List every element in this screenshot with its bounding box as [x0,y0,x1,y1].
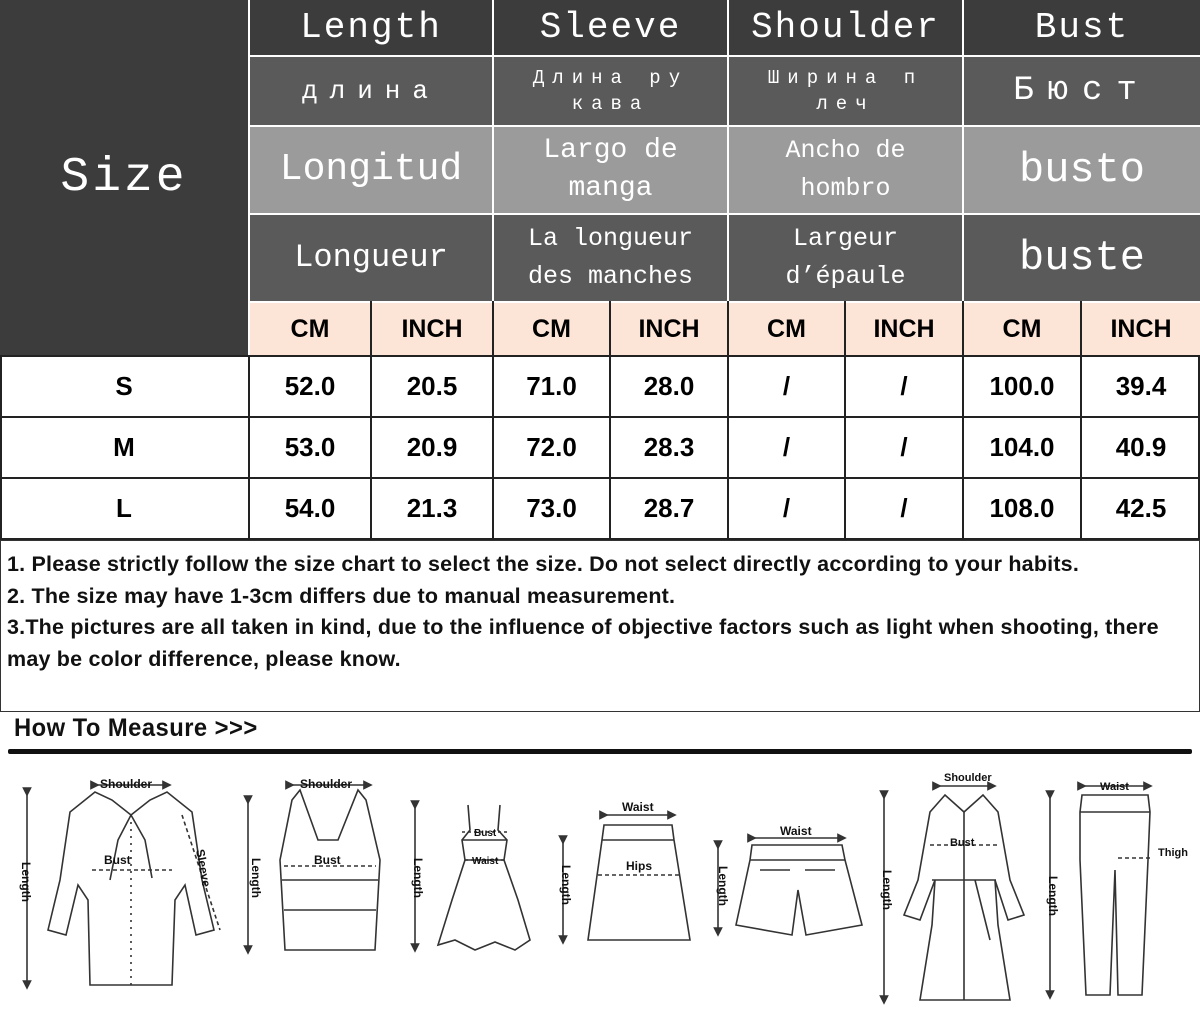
shoulder-header-fr [729,215,962,301]
length-header-fr: Longueur [250,215,492,301]
grid-line [0,477,1200,479]
sleeve-header-fr-line2: des manches [527,262,694,291]
size-label: L [0,479,248,538]
table-cell: / [729,479,844,538]
table-cell: 28.0 [611,357,727,416]
table-cell: 40.9 [1082,418,1200,477]
table-cell: / [729,357,844,416]
grid-line [962,301,964,540]
grid-line [1080,301,1082,540]
sleeve-header-fr-line1: La longueur [527,224,694,253]
label-length: Length [249,858,263,898]
label-length: Length [559,865,573,905]
grid-line [844,301,846,540]
table-cell: 20.9 [372,418,492,477]
bust-header-es: busto [964,127,1200,213]
table-cell: 28.3 [611,418,727,477]
table-cell: 100.0 [964,357,1080,416]
unit-header: CM [494,303,609,355]
sleeve-header-es-line2: manga [568,173,653,204]
grid-line [492,301,494,540]
shoulder-header-es [729,127,962,213]
label-waist: Waist [622,800,654,814]
table-cell: 108.0 [964,479,1080,538]
table-cell: / [846,418,962,477]
table-cell: 28.7 [611,479,727,538]
label-waist: Waist [780,824,812,838]
unit-header: CM [250,303,370,355]
table-cell: 20.5 [372,357,492,416]
table-cell: 21.3 [372,479,492,538]
label-shoulder: Shoulder [100,777,153,791]
shorts-illustration [718,838,862,935]
table-cell: 53.0 [250,418,370,477]
jeans-illustration [1050,786,1150,995]
label-bust: Bust [474,828,497,839]
unit-header: INCH [611,303,727,355]
sleeve-header-fr [494,215,727,301]
dress-illustration [415,805,530,950]
table-cell: 39.4 [1082,357,1200,416]
grid-line [0,355,2,540]
blouse-illustration [27,785,220,985]
table-cell: 42.5 [1082,479,1200,538]
skirt-illustration [563,815,690,940]
note-3: 3.The pictures are all taken in kind, due to the influence of objective factors such as light when shooting, there may be color difference, please know. [7,615,1159,671]
shoulder-header-ru-line2: леч [816,93,875,115]
unit-header: INCH [846,303,962,355]
notes-box [0,540,1200,712]
label-length: Length [411,858,425,898]
label-length: Length [880,870,894,910]
how-to-measure-title: How To Measure >>> [14,714,258,742]
label-waist: Waist [1100,781,1129,793]
shoulder-header-es-line1: Ancho de [785,136,906,165]
sleeve-header-ru [494,57,727,125]
table-cell: 71.0 [494,357,609,416]
label-hips: Hips [626,859,653,873]
table-cell: 72.0 [494,418,609,477]
label-thigh: Thigh [1158,847,1188,859]
length-header-es: Longitud [250,127,492,213]
label-waist: Waist [472,856,499,867]
unit-header: INCH [1082,303,1200,355]
measurement-illustrations [0,712,1200,1020]
label-bust: Bust [314,853,341,867]
table-cell: 54.0 [250,479,370,538]
sleeve-header-es-line1: Largo de [543,135,678,166]
grid-line [0,355,1200,357]
label-shoulder: Shoulder [300,777,353,791]
shoulder-header-en: Shoulder [729,0,962,55]
length-header-en: Length [250,0,492,55]
label-sleeve: Sleeve [193,848,214,888]
sleeve-header-es [494,127,727,213]
bust-header-ru: Бюст [964,57,1200,125]
length-header-ru: длина [250,57,492,125]
grid-line [370,301,372,540]
vest-illustration [248,785,380,950]
table-cell: / [846,479,962,538]
sleeve-header-ru-line1: Длина ру [532,67,689,89]
grid-line [727,301,729,540]
unit-header: CM [964,303,1080,355]
coat-illustration [884,786,1024,1000]
note-2: 2. The size may have 1-3cm differs due to manual measurement. [7,583,676,608]
table-cell: / [846,357,962,416]
table-cell: 52.0 [250,357,370,416]
label-length: Length [19,862,33,902]
note-1: 1. Please strictly follow the size chart to select the size. Do not select directly according to your habits. [7,552,1080,576]
table-cell: 73.0 [494,479,609,538]
bust-header-fr: buste [964,215,1200,301]
shoulder-header-fr-line1: Largeur [792,224,899,253]
sleeve-header-ru-line2: кава [571,93,650,115]
label-bust: Bust [104,853,131,867]
grid-line [248,355,250,540]
bust-header-en: Bust [964,0,1200,55]
sleeve-header-en: Sleeve [494,0,727,55]
label-length: Length [1046,876,1060,916]
unit-header: CM [729,303,844,355]
label-bust: Bust [950,837,975,849]
label-length: Length [716,866,730,906]
grid-line [0,416,1200,418]
grid-line [609,301,611,540]
shoulder-header-fr-line2: d’épaule [785,262,906,291]
size-label: S [0,357,248,416]
table-cell: / [729,418,844,477]
shoulder-header-es-line2: hombro [800,174,891,203]
shoulder-header-ru [729,57,962,125]
unit-header: INCH [372,303,492,355]
label-shoulder: Shoulder [944,772,992,784]
size-label: M [0,418,248,477]
size-header: Size [0,0,248,355]
shoulder-header-ru-line1: Ширина п [767,67,924,89]
table-cell: 104.0 [964,418,1080,477]
